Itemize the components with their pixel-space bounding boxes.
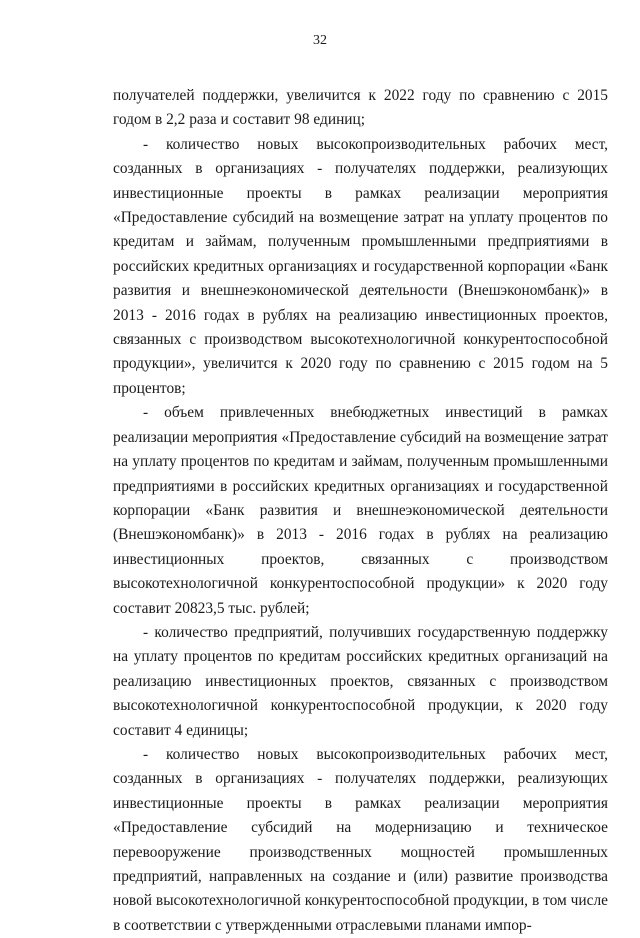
paragraph-3: - объем привлеченных внебюджетных инвестиций в рамках реализации мероприятия «Предоставление субсидий на возмещение затрат на уплату процентов по кредитам и займам, полученным промышленными предприятиями в российских кредитных организациях и государственной корпорации «Банк развития и внешнеэкономической деятельности (Внешэкономбанк)» в 2013 - 2016 годах в рублях на реализацию инвестиционных проектов, связанных с производством высокотехнологичной конкурентоспособной продукции» к 2020 году составит 20823,5 тыс. рублей;: [113, 404, 608, 617]
page-number: 32: [313, 33, 327, 48]
paragraph-4: - количество предприятий, получивших государственную поддержку на уплату процентов по кредитам российских кредитных организаций на реализацию инвестиционных проектов, связанных с производством высокотехнологичной конкурентоспособной продукции, к 2020 году составит 4 единицы;: [113, 623, 608, 739]
paragraph-1: получателей поддержки, увеличится к 2022 году по сравнению с 2015 годом в 2,2 раза и составит 98 единиц;: [113, 87, 608, 129]
paragraph-2: - количество новых высокопроизводительных рабочих мест, созданных в организациях - получателях поддержки, реализующих инвестиционные проекты в рамках реализации мероприятия «Предоставление субсидий на возмещение затрат на уплату процентов по кредитам и займам, полученным промышленными предприятиями в российских кредитных организациях и государственной корпорации «Банк развития и внешнеэкономической деятельности (Внешэкономбанк)» в 2013 - 2016 годах в рублях на реализацию инвестиционных проектов, связанных с производством высокотехнологичной конкурентоспособной продукции», увеличится к 2020 году по сравнению с 2015 годом на 5 процентов;: [113, 135, 608, 397]
body-text: [113, 84, 608, 938]
paragraph-5: - количество новых высокопроизводительных рабочих мест, созданных в организациях - получателях поддержки, реализующих инвестиционные проекты в рамках реализации мероприятия «Предоставление субсидий на модернизацию и техническое перевооружение производственных мощностей промышленных предприятий, направленных на создание и (или) развитие производства новой высокотехнологичной конкурентоспособной продукции, в том числе в соответствии с утвержденными отраслевыми планами импор-: [113, 745, 608, 934]
